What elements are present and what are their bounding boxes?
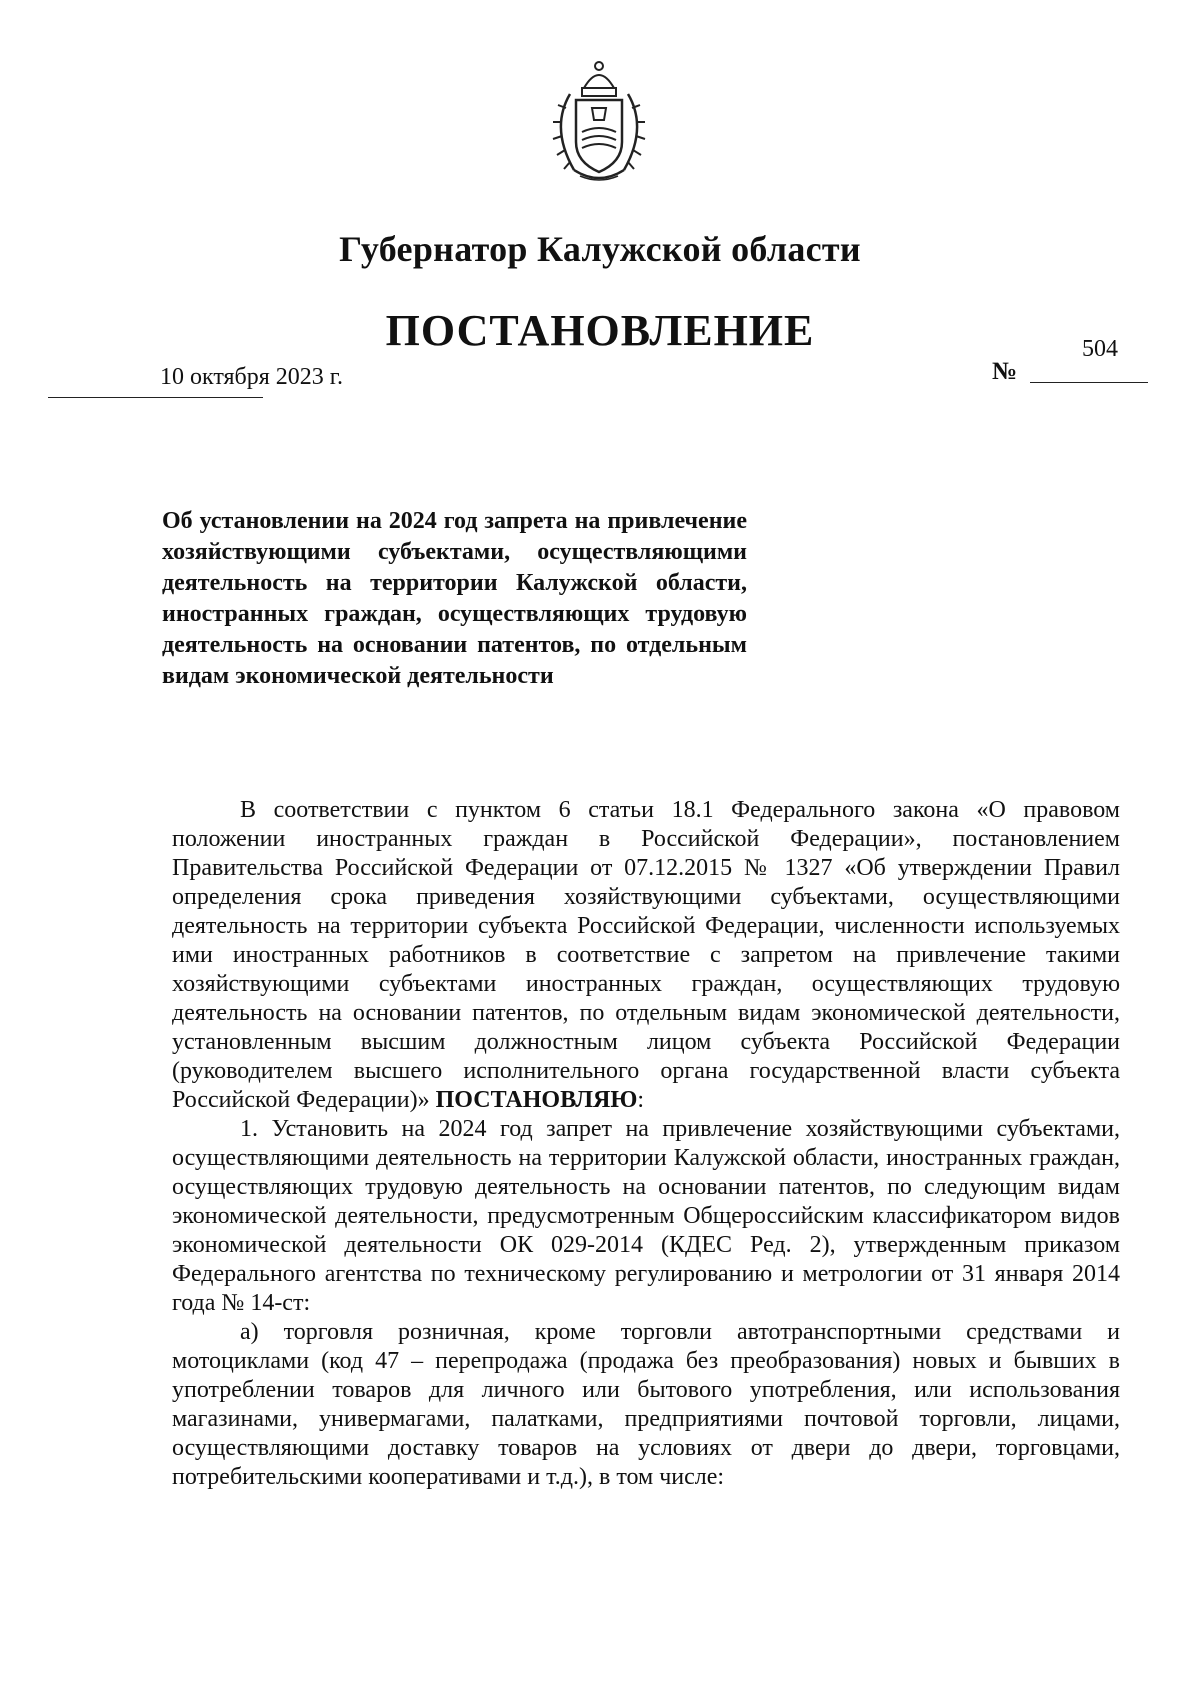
preamble-text: В соответствии с пунктом 6 статьи 18.1 Федерального закона «О правовом положении иностранных граждан в Российской Федерации», постановлением Правительства Российской Федерации от 07.12.2015 № 1327 «Об утверждении Правил определения срока приведения хозяйствующими субъектами, осуществляющими деятельность на территории субъекта Российской Федерации, численности используемых ими иностранных работников в соответствие с запретом на привлечение такими хозяйствующими субъектами иностранных граждан, осуществляющих трудовую деятельность на основании патентов, по отдельным видам экономической деятельности, установленным высшим должностным лицом субъекта Российской Федерации (руководителем высшего исполнительного органа государственной власти субъекта Российской Федерации)»	[172, 797, 1120, 1113]
preamble-paragraph	[172, 796, 1120, 1115]
document-date: 10 октября 2023 г.	[160, 364, 343, 390]
document-body	[172, 796, 1120, 1492]
number-underline	[1030, 382, 1148, 383]
coat-of-arms-emblem-icon	[540, 58, 658, 188]
number-label: №	[992, 358, 1018, 385]
document-subject: Об установлении на 2024 год запрета на привлечение хозяйствующими субъектами, осуществляющими деятельность на территории Калужской области, иностранных граждан, осуществляющих трудовую деятельность на основании патентов, по отдельным видам экономической деятельности	[162, 508, 747, 689]
date-underline	[48, 397, 263, 398]
document-number: 504	[1082, 336, 1118, 362]
resolve-colon: :	[637, 1087, 645, 1113]
issuing-authority: Губернатор Калужской области	[339, 229, 861, 269]
document-type-title: ПОСТАНОВЛЕНИЕ	[385, 306, 815, 355]
resolve-keyword: ПОСТАНОВЛЯЮ	[435, 1087, 638, 1113]
item-1a-paragraph: а) торговля розничная, кроме торговли автотранспортными средствами и мотоциклами (код 47 – перепродажа (продажа без преобразования) новых и бывших в употреблении товаров для личного или бытового употребления, или использования магазинами, универмагами, палатками, предприятиями почтовой торговли, лицами, осуществляющими доставку товаров на условиях от двери до двери, торговцами, потребительскими кооперативами и т.д.), в том числе:	[172, 1319, 1120, 1490]
item-1-paragraph: 1. Установить на 2024 год запрет на привлечение хозяйствующими субъектами, осуществляющими деятельность на территории Калужской области, иностранных граждан, осуществляющих трудовую деятельность на основании патентов, по следующим видам экономической деятельности, предусмотренным Общероссийским классификатором видов экономической деятельности ОК 029-2014 (КДЕС Ред. 2), утвержденным приказом Федерального агентства по техническому регулированию и метрологии от 31 января 2014 года № 14-ст:	[172, 1116, 1120, 1316]
